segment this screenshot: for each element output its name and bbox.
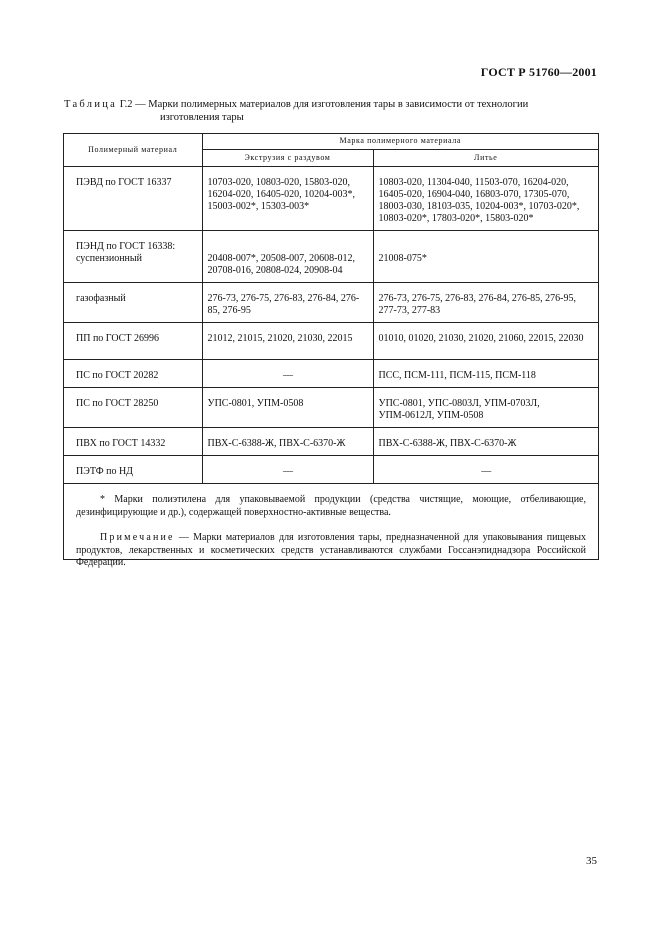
- caption-label: Таблица: [64, 99, 118, 110]
- row-extrusion: ПВХ-С-6388-Ж, ПВХ-С-6370-Ж: [202, 428, 373, 456]
- row-extrusion: 276-73, 276-75, 276-83, 276-84, 276-85, 276-95: [202, 283, 373, 323]
- note-label: Примечание: [100, 532, 175, 543]
- header-extrusion: Экструзия с раздувом: [202, 149, 373, 166]
- row-material: ПЭТФ по НД: [64, 456, 202, 484]
- row-material: газофазный: [64, 283, 202, 323]
- row-material: ПВХ по ГОСТ 14332: [64, 428, 202, 456]
- table-row: [64, 231, 598, 283]
- row-casting: 01010, 01020, 21030, 21020, 21060, 22015, 22030: [373, 323, 598, 360]
- row-material-group: ПЭНД по ГОСТ 16338:: [76, 241, 176, 252]
- caption-title-line1: Марки полимерных материалов для изготовления тары в зависимости от технологии: [148, 99, 529, 110]
- caption-number: Г.2 —: [117, 99, 149, 110]
- row-casting: 10803-020, 11304-040, 11503-070, 16204-020, 16405-020, 16904-040, 16803-070, 17305-070, 18003-030, 18103-035, 10204-003*, 10703-020*, 10803-020*, 17803-020*, 15803-020*: [373, 167, 598, 231]
- table-row: [64, 456, 598, 484]
- row-extrusion: 20408-007*, 20508-007, 20608-012, 20708-016, 20808-024, 20908-04: [202, 231, 373, 283]
- table-caption: [64, 98, 604, 124]
- table-row: [64, 323, 598, 360]
- note: [76, 532, 586, 570]
- table-row: [64, 360, 598, 388]
- row-material: ПП по ГОСТ 26996: [64, 323, 202, 360]
- row-casting: ПСС, ПСМ-111, ПСМ-115, ПСМ-118: [373, 360, 598, 388]
- row-casting: —: [373, 456, 598, 484]
- header-casting: Литье: [373, 149, 598, 166]
- document-code: ГОСТ Р 51760—2001: [480, 65, 597, 79]
- materials-table: [64, 134, 598, 484]
- caption-title-line2: изготовления тары: [160, 112, 244, 123]
- table-row: [64, 167, 598, 231]
- row-extrusion: УПС-0801, УПМ-0508: [202, 388, 373, 428]
- table-notes: [64, 484, 598, 580]
- row-extrusion: —: [202, 360, 373, 388]
- header-material: Полимерный материал: [64, 134, 202, 167]
- row-material-sub: суспензионный: [76, 253, 142, 264]
- table-row: [64, 283, 598, 323]
- page-number: 35: [586, 855, 597, 867]
- note-text: — Марки материалов для изготовления тары, предназначенной для упаковывания пищевых продуктов, лекарственных и косметических средств устанавливаются службами Госсанэпиднадзора Российской Федерации.: [76, 532, 586, 568]
- row-extrusion: 21012, 21015, 21020, 21030, 22015: [202, 323, 373, 360]
- row-material: ПС по ГОСТ 28250: [64, 388, 202, 428]
- header-brand: Марка полимерного материала: [202, 134, 598, 149]
- row-material: ПЭВД по ГОСТ 16337: [64, 167, 202, 231]
- row-casting: 21008-075*: [373, 231, 598, 283]
- table-row: [64, 428, 598, 456]
- table-frame: [63, 133, 599, 568]
- row-material: ПС по ГОСТ 20282: [64, 360, 202, 388]
- row-casting: ПВХ-С-6388-Ж, ПВХ-С-6370-Ж: [373, 428, 598, 456]
- footnote: * Марки полиэтилена для упаковываемой продукции (средства чистящие, моющие, отбеливающие, дезинфицирующие и др.), содержащей поверхностно-активные вещества.: [76, 494, 586, 518]
- row-extrusion: 10703-020, 10803-020, 15803-020, 16204-020, 16405-020, 10204-003*, 15003-002*, 15303-003*: [202, 167, 373, 231]
- row-extrusion: —: [202, 456, 373, 484]
- table-row: [64, 388, 598, 428]
- row-casting: 276-73, 276-75, 276-83, 276-84, 276-85, 276-95, 277-73, 277-83: [373, 283, 598, 323]
- row-material: [64, 231, 202, 283]
- row-casting: УПС-0801, УПС-0803Л, УПМ-0703Л, УПМ-0612Л, УПМ-0508: [373, 388, 598, 428]
